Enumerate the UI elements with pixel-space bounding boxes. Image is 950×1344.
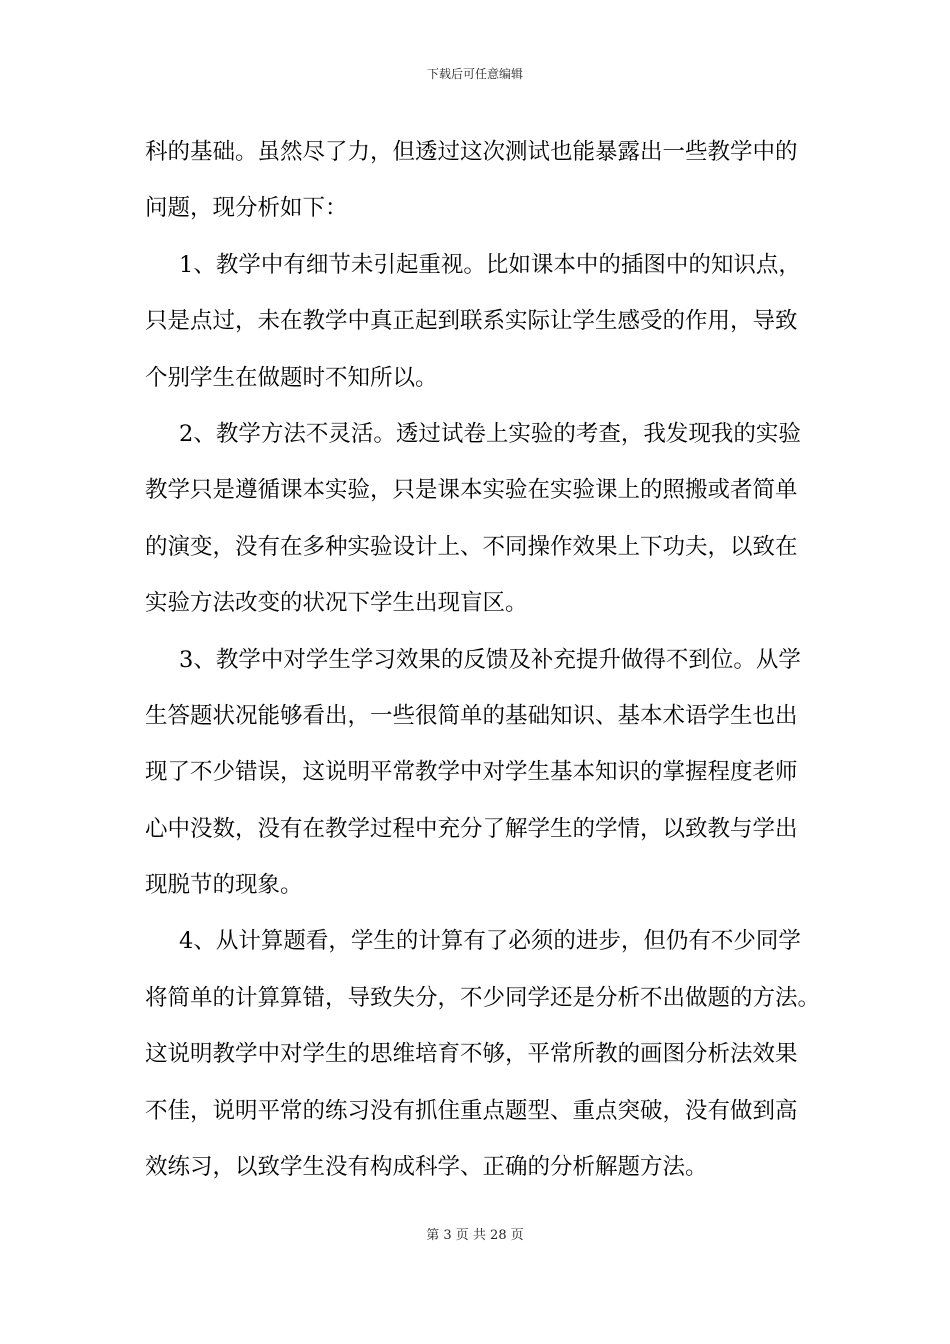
text-line: 科的基础。虽然尽了力，但透过这次测试也能暴露出一些教学中的 — [145, 139, 798, 165]
text-line: 现了不少错误，这说明平常教学中对学生基本知识的掌握程度老师 — [145, 759, 798, 786]
document-body — [145, 132, 821, 1203]
text-line: 问题，现分析如下： — [145, 195, 348, 222]
text-line: 只是点过，未在教学中真正起到联系实际让学生感受的作用，导致 — [145, 308, 798, 335]
text-line: 心中没数，没有在教学过程中充分了解学生的学情，以致教与学出 — [145, 815, 798, 842]
text-line: 不佳，说明平常的练习没有抓住重点题型、重点突破，没有做到高 — [145, 1097, 798, 1124]
text-line: 教学只是遵循课本实验，只是课本实验在实验课上的照搬或者简单 — [145, 477, 798, 504]
text-line: 生答题状况能够看出，一些很简单的基础知识、基本术语学生也出 — [145, 702, 798, 729]
page-header: 下载后可任意编辑 — [426, 67, 523, 81]
text-line: 现脱节的现象。 — [145, 872, 303, 899]
text-line: 4、从计算题看，学生的计算有了必须的进步，但仍有不少同学 — [179, 928, 801, 955]
text-line: 的演变，没有在多种实验设计上、不同操作效果上下功夫，以致在 — [145, 533, 798, 560]
text-line: 实验方法改变的状况下学生出现盲区。 — [145, 590, 528, 617]
page-footer: 第 3 页 共 28 页 — [426, 1228, 524, 1243]
text-line: 效练习，以致学生没有构成科学、正确的分析解题方法。 — [145, 1154, 708, 1181]
text-line: 2、教学方法不灵活。透过试卷上实验的考查，我发现我的实验 — [179, 420, 801, 447]
text-line: 将简单的计算算错，导致失分，不少同学还是分析不出做题的方法。 — [145, 984, 821, 1011]
text-line: 3、教学中对学生学习效果的反馈及补充提升做得不到位。从学 — [179, 646, 801, 673]
text-line: 这说明教学中对学生的思维培育不够，平常所教的画图分析法效果 — [145, 1041, 798, 1068]
text-line: 个别学生在做题时不知所以。 — [145, 364, 438, 391]
text-line: 1、教学中有细节未引起重视。比如课本中的插图中的知识点， — [179, 251, 801, 278]
